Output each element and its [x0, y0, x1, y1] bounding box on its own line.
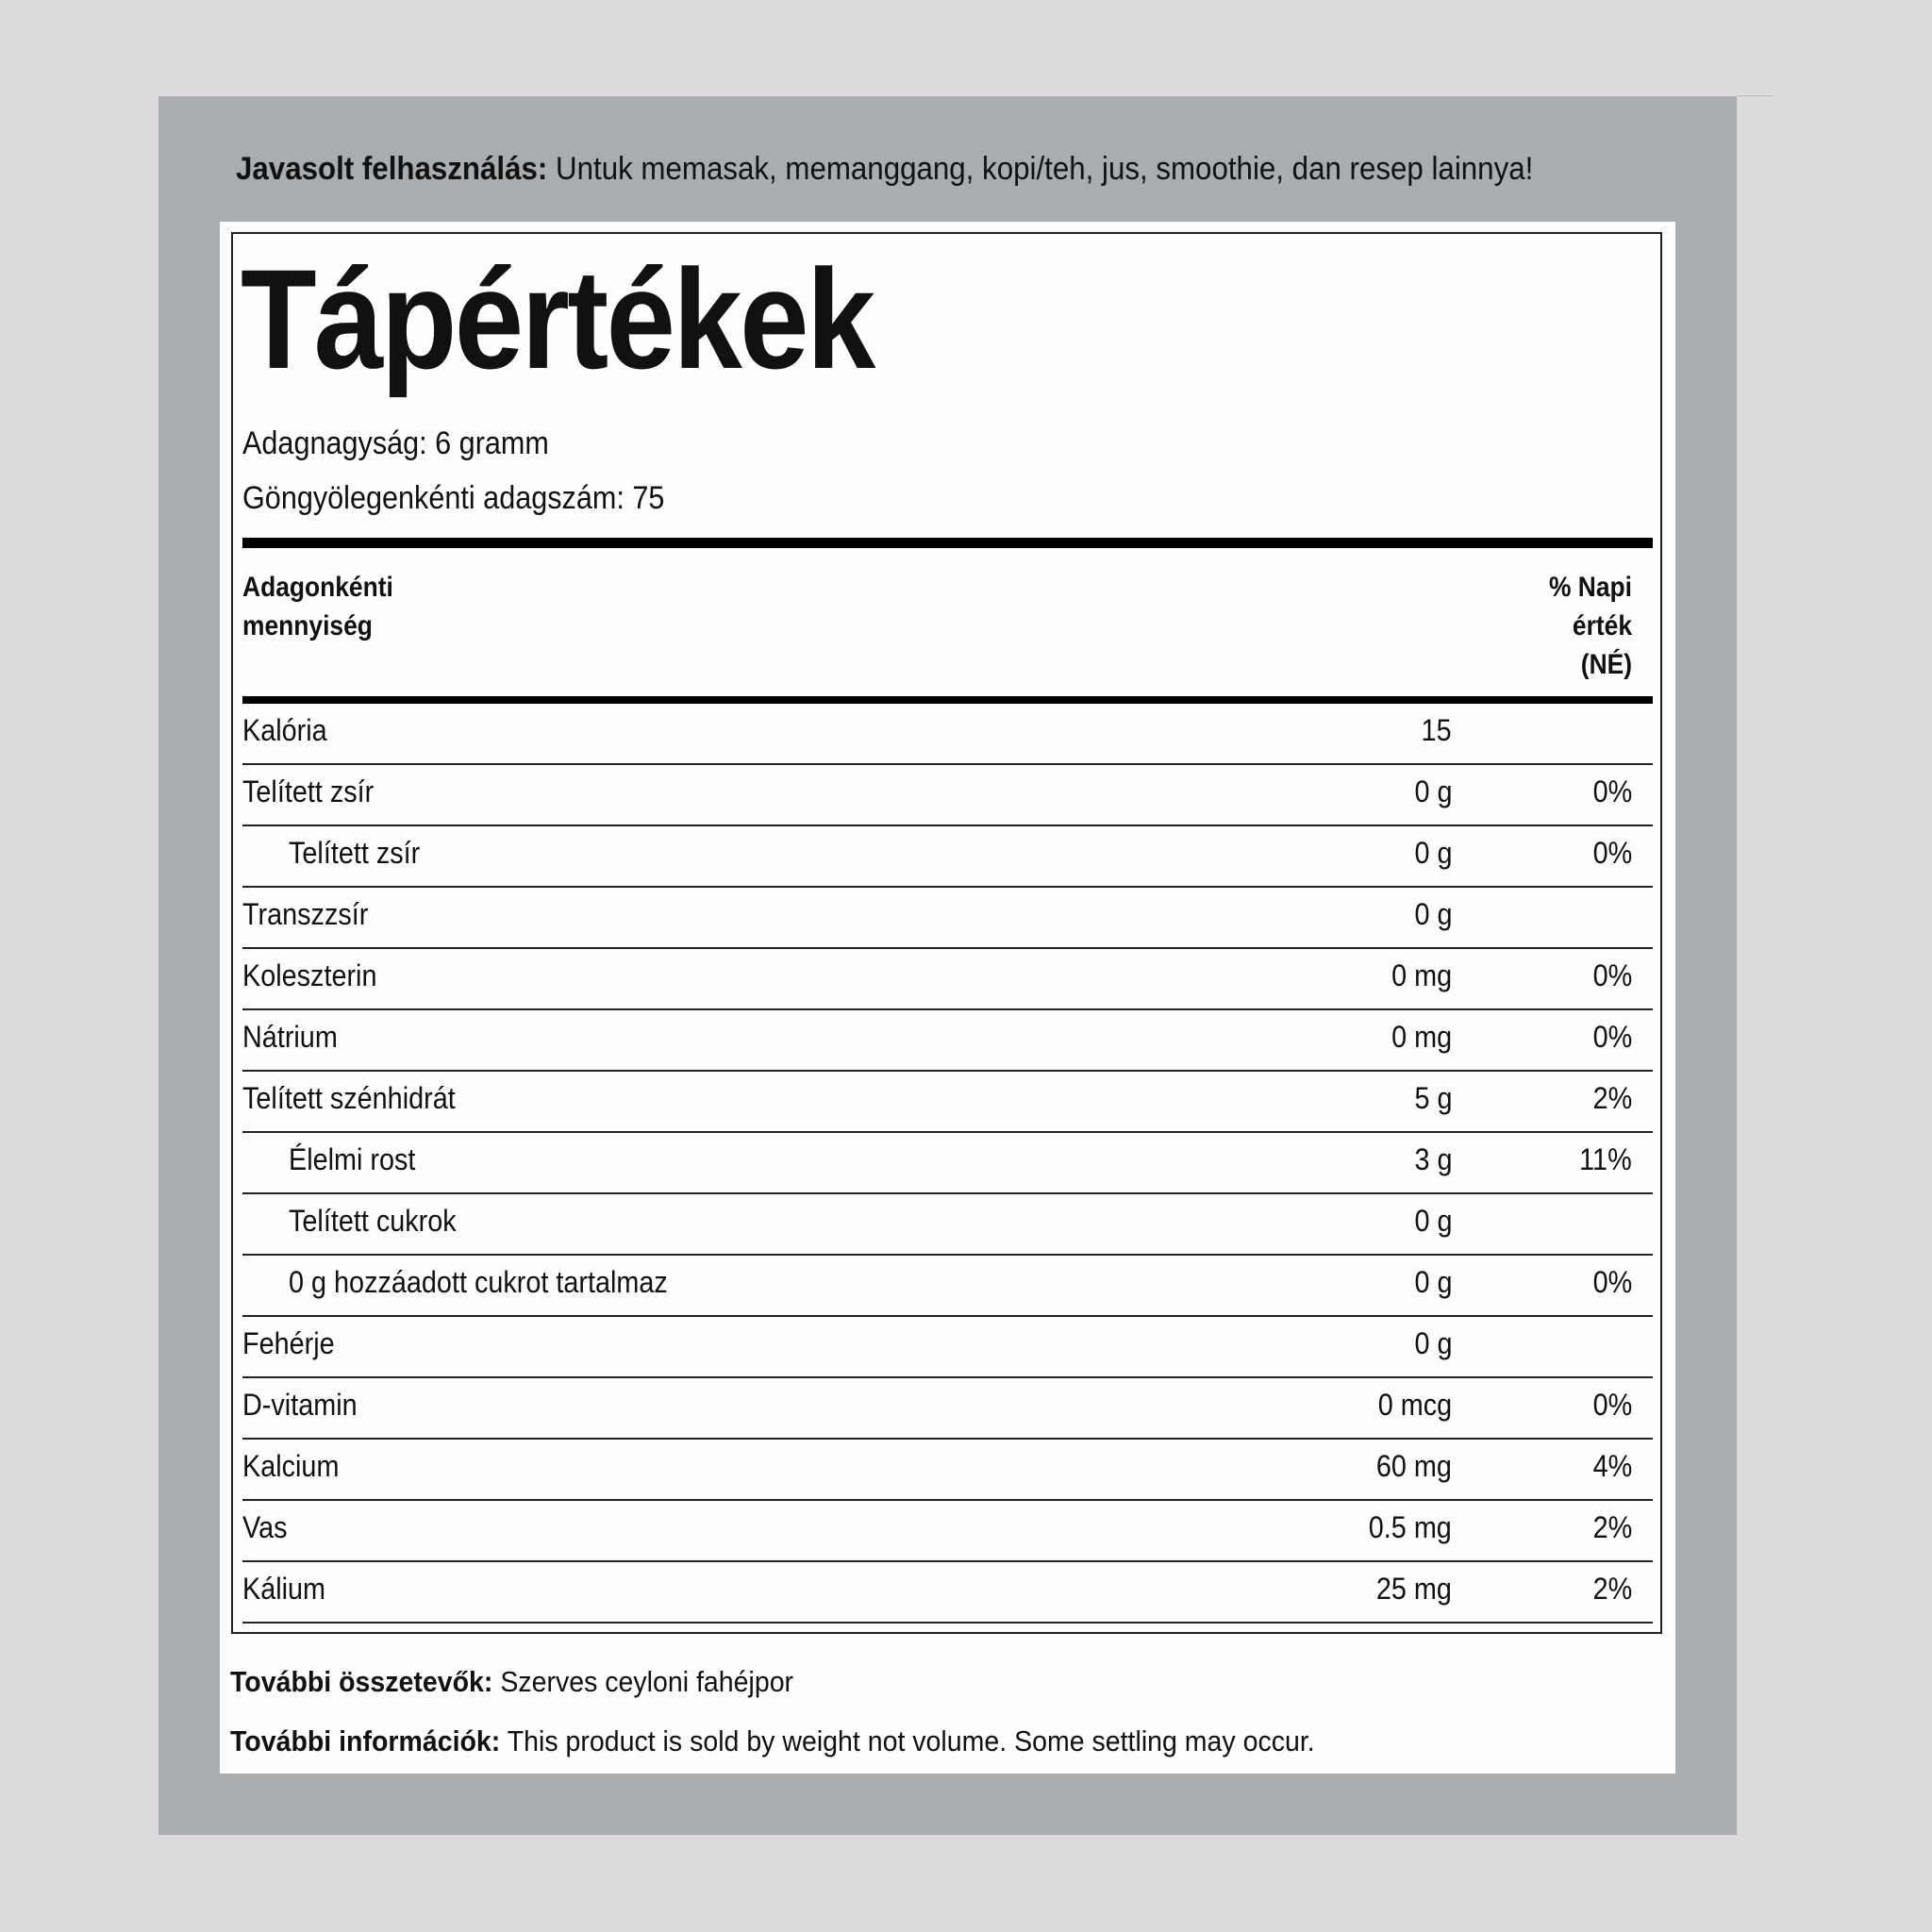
nutrient-row: [242, 1562, 1653, 1624]
nutrient-daily-value: 0%: [1592, 774, 1632, 808]
nutrient-name: 0 g hozzáadott cukrot tartalmaz: [289, 1265, 668, 1299]
nutrient-name: Kalcium: [242, 1449, 340, 1483]
nutrient-row: [242, 1072, 1653, 1133]
nutrient-row: [242, 704, 1653, 765]
ingredients-text: Szerves ceyloni fahéjpor: [492, 1665, 794, 1698]
nutrient-amount: 0 g: [1413, 1326, 1452, 1360]
suggested-use: [236, 151, 1590, 188]
suggested-use-text: Untuk memasak, memanggang, kopi/teh, jus, smoothie, dan resep lainnya!: [547, 151, 1534, 187]
nutrient-name: Transzzsír: [242, 897, 369, 931]
nutrient-amount: 0 g: [1413, 1204, 1452, 1238]
nutrient-name: Koleszterin: [242, 958, 377, 992]
nutrient-row: [242, 826, 1653, 888]
nutrient-row: [242, 949, 1653, 1010]
nutrient-amount: 0.5 mg: [1368, 1510, 1452, 1544]
nutrient-name: Nátrium: [242, 1020, 338, 1054]
nutrient-amount: 60 mg: [1375, 1449, 1452, 1483]
nutrient-amount: 0 mg: [1391, 958, 1452, 992]
nutrient-daily-value: 2%: [1592, 1572, 1632, 1606]
info-label: További információk:: [230, 1724, 501, 1757]
header-right-line-3: (NÉ): [1580, 649, 1632, 680]
nutrient-daily-value: 0%: [1592, 958, 1632, 992]
nutrient-row: [242, 1010, 1653, 1072]
nutrient-name: Kálium: [242, 1572, 326, 1606]
nutrient-amount: 3 g: [1413, 1142, 1452, 1176]
nutrient-name: Telített cukrok: [289, 1204, 457, 1238]
divider-line: [1737, 95, 1773, 96]
nutrient-daily-value: 0%: [1592, 1020, 1632, 1054]
nutrient-daily-value: 2%: [1592, 1510, 1632, 1544]
header-right-line-1: % Napi: [1548, 572, 1632, 603]
nutrient-row: [242, 1440, 1653, 1501]
servings-per-container: Göngyölegenkénti adagszám: 75: [242, 480, 665, 516]
nutrient-daily-value: 4%: [1592, 1449, 1632, 1483]
nutrient-row: [242, 1133, 1653, 1194]
nutrient-amount: 25 mg: [1375, 1572, 1452, 1606]
thick-rule: [242, 538, 1653, 548]
additional-ingredients: [230, 1665, 793, 1699]
header-right-line-2: érték: [1572, 610, 1632, 641]
info-text: This product is sold by weight not volume. Some settling may occur.: [500, 1724, 1315, 1757]
ingredients-label: További összetevők:: [230, 1665, 493, 1698]
nutrient-name: Vas: [242, 1510, 288, 1544]
nutrient-name: D-vitamin: [242, 1388, 358, 1422]
nutrient-name: Kalória: [242, 713, 327, 747]
nutrient-row: [242, 1194, 1653, 1256]
nutrient-amount: 0 g: [1413, 836, 1452, 870]
serving-size: Adagnagyság: 6 gramm: [242, 425, 549, 461]
nutrient-amount: 0 g: [1413, 897, 1452, 931]
nutrient-amount: 5 g: [1413, 1081, 1452, 1115]
medium-rule: [242, 696, 1653, 704]
nutrient-name: Telített szénhidrát: [242, 1081, 456, 1115]
nutrient-amount: 0 mg: [1391, 1020, 1452, 1054]
nutrient-amount: 0 g: [1413, 1265, 1452, 1299]
nutrient-name: Telített zsír: [289, 836, 421, 870]
nutrient-row: [242, 888, 1653, 949]
suggested-use-label: Javasolt felhasználás:: [236, 151, 548, 187]
nutrient-row: [242, 1378, 1653, 1440]
header-left-line-1: Adagonkénti: [242, 572, 393, 603]
nutrient-amount: 0 g: [1413, 774, 1452, 808]
daily-value-header: [1549, 568, 1632, 684]
nutrient-name: Fehérje: [242, 1326, 335, 1360]
nutrient-amount: 0 mcg: [1377, 1388, 1452, 1422]
nutrient-daily-value: 0%: [1592, 1388, 1632, 1422]
nutrient-name: Telített zsír: [242, 774, 375, 808]
header-left-line-2: mennyiség: [242, 610, 373, 641]
nutrient-daily-value: 11%: [1579, 1142, 1632, 1176]
amount-per-serving-header: [242, 568, 393, 645]
nutrient-row: [242, 765, 1653, 826]
nutrient-daily-value: 0%: [1592, 836, 1632, 870]
nutrient-daily-value: 2%: [1592, 1081, 1632, 1115]
nutrient-row: [242, 1317, 1653, 1378]
nutrient-name: Élelmi rost: [289, 1142, 416, 1176]
nutrient-amount: 15: [1421, 713, 1452, 747]
nutrition-title: Tápértékek: [241, 240, 874, 398]
nutrient-row: [242, 1501, 1653, 1562]
additional-information: [230, 1724, 1315, 1758]
nutrient-daily-value: 0%: [1592, 1265, 1632, 1299]
nutrient-row: [242, 1256, 1653, 1317]
